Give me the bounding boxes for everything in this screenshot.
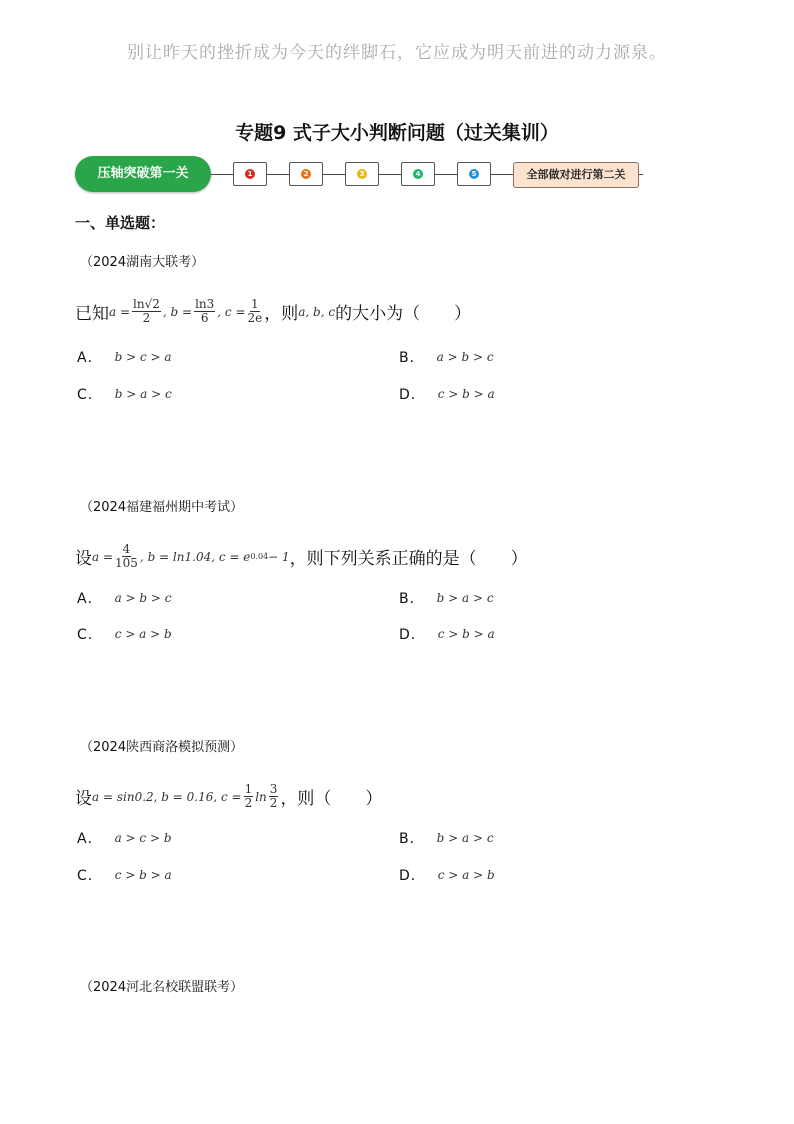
option-expr: b > a > c [436, 591, 494, 605]
q2-exponent: 0.04 [250, 552, 269, 561]
q3-ln-fraction [269, 783, 279, 810]
question-3-stem [75, 783, 382, 810]
q3-option-a[interactable] [77, 828, 172, 848]
option-label: C． [77, 387, 103, 403]
q1-b-den: 6 [200, 311, 209, 325]
q1-b-lhs: , b = [162, 304, 193, 319]
step-2-dot: 2 [301, 169, 311, 179]
option-label: C． [77, 868, 103, 884]
q2-a-num: 4 [122, 542, 131, 556]
option-label: D． [399, 387, 426, 403]
q1-option-b[interactable] [399, 347, 494, 367]
q1-a-fraction [132, 298, 161, 325]
page-title: 专题9 式子大小判断问题（过关集训） [235, 122, 559, 144]
question-2-stem [75, 543, 528, 570]
q3-option-c[interactable] [77, 865, 172, 885]
first-stage-badge[interactable]: 压轴突破第一关 [75, 156, 211, 192]
q1-c-fraction [248, 298, 263, 325]
q3-expr: a = sin0.2, b = 0.16, c = [92, 789, 242, 804]
q1-mid: ，则 [264, 304, 299, 324]
q2-suffix: ，则下列关系正确的是（ ） [289, 549, 528, 569]
q2-a-lhs: a = [92, 549, 114, 564]
option-expr: c > a > b [437, 868, 495, 882]
final-stage-badge[interactable]: 全部做对进行第二关 [513, 162, 639, 188]
q1-a-lhs: a = [109, 304, 131, 319]
step-1-dot: 1 [245, 169, 255, 179]
option-expr: b > a > c [436, 831, 494, 845]
step-5-dot: 5 [469, 169, 479, 179]
progress-step-1[interactable] [233, 162, 267, 186]
option-label: B． [399, 350, 425, 366]
q2-a-den: 105 [115, 556, 138, 570]
step-4-dot: 4 [413, 169, 423, 179]
step-3-dot: 3 [357, 169, 367, 179]
q3-ln-num: 3 [269, 782, 278, 796]
option-expr: a > b > c [436, 350, 494, 364]
question-2-source: （2024福建福州期中考试） [80, 500, 244, 515]
q1-a-num: ln√2 [133, 297, 160, 311]
q2-option-d[interactable] [399, 624, 495, 644]
progress-step-3[interactable] [345, 162, 379, 186]
q1-vars: a, b, c [298, 304, 336, 319]
progress-bar [75, 156, 645, 194]
question-4-source: （2024河北名校联盟联考） [80, 980, 244, 995]
q1-c-lhs: , c = [217, 304, 246, 319]
question-1-stem [75, 298, 471, 325]
q2-a-fraction [115, 543, 138, 570]
question-3-source: （2024陕西商洛模拟预测） [80, 740, 244, 755]
progress-step-2[interactable] [289, 162, 323, 186]
q3-formula [92, 783, 280, 810]
option-label: A． [77, 831, 103, 847]
q3-ln-den: 2 [269, 796, 278, 810]
q1-option-c[interactable] [77, 384, 172, 404]
q3-c-den: 2 [244, 796, 253, 810]
option-label: C． [77, 627, 103, 643]
question-1-source: （2024湖南大联考） [80, 255, 205, 270]
option-label: B． [399, 591, 425, 607]
option-expr: a > b > c [114, 591, 172, 605]
q3-option-b[interactable] [399, 828, 494, 848]
option-expr: c > a > b [114, 627, 172, 641]
q3-option-d[interactable] [399, 865, 495, 885]
q2-rest: , b = ln1.04, c = e [139, 549, 251, 564]
q3-ln: ln [255, 789, 267, 804]
progress-step-4[interactable] [401, 162, 435, 186]
q2-option-a[interactable] [77, 588, 172, 608]
option-expr: c > b > a [437, 627, 495, 641]
option-expr: c > b > a [437, 387, 495, 401]
section-heading: 一、单选题： [75, 214, 166, 232]
q1-option-d[interactable] [399, 384, 495, 404]
q1-c-num: 1 [251, 297, 259, 311]
q1-a-den: 2 [142, 311, 151, 325]
progress-step-5[interactable] [457, 162, 491, 186]
q3-c-fraction [244, 783, 254, 810]
q2-prefix: 设 [75, 549, 92, 569]
q2-tail: − 1 [268, 549, 290, 564]
option-label: D． [399, 627, 426, 643]
q1-c-den: 2e [247, 311, 263, 325]
option-expr: c > b > a [114, 868, 172, 882]
q1-prefix: 已知 [75, 304, 109, 324]
q2-option-b[interactable] [399, 588, 494, 608]
option-expr: b > a > c [114, 387, 172, 401]
q1-option-a[interactable] [77, 347, 172, 367]
option-expr: b > c > a [114, 350, 172, 364]
q2-option-c[interactable] [77, 624, 172, 644]
q1-suffix: 的大小为（ ） [335, 304, 472, 324]
q3-prefix: 设 [75, 789, 92, 809]
q1-b-fraction [194, 298, 215, 325]
option-label: D． [399, 868, 426, 884]
q1-b-num: ln3 [195, 297, 215, 311]
q3-suffix: ，则（ ） [280, 789, 383, 809]
option-label: B． [399, 831, 425, 847]
option-expr: a > c > b [114, 831, 172, 845]
q3-c-num: 1 [244, 782, 253, 796]
page-motto: 别让昨天的挫折成为今天的绊脚石，它应成为明天前进的动力源泉。 [127, 43, 667, 63]
q2-formula [92, 543, 290, 570]
option-label: A． [77, 350, 103, 366]
q1-formula [109, 298, 264, 325]
option-label: A． [77, 591, 103, 607]
